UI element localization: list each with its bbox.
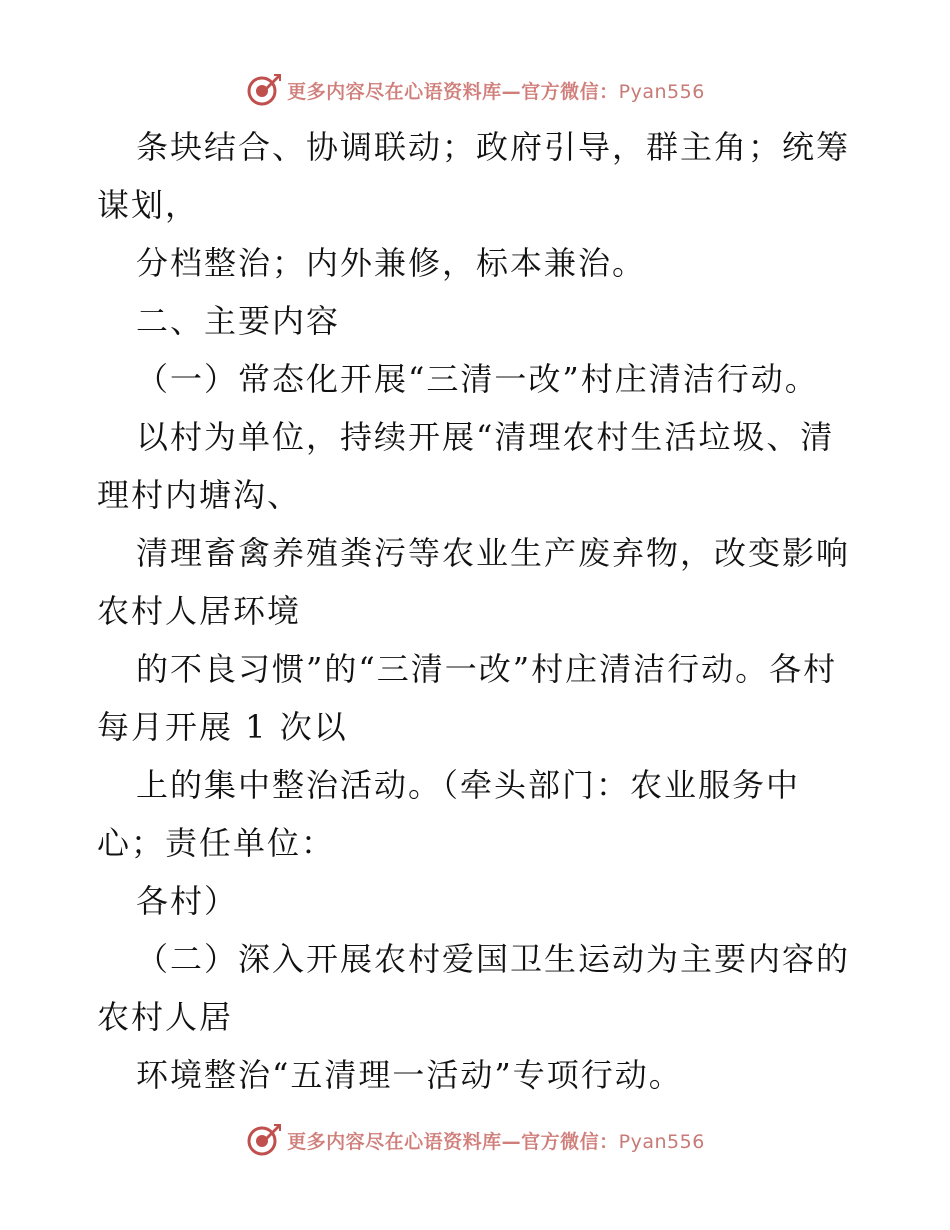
paragraph: 的不良习惯”的“三清一改”村庄清洁行动。各村每月开展 1 次以 — [97, 650, 838, 746]
watermark-label: 更多内容尽在心语资料库—官方微信： — [287, 80, 619, 103]
header-watermark — [0, 70, 950, 110]
watermark-label: 更多内容尽在心语资料库—官方微信： — [287, 1130, 619, 1153]
paragraph: 条块结合、协调联动；政府引导，群主角；统筹谋划， — [97, 128, 851, 224]
paragraph: 以村为单位，持续开展“清理农村生活垃圾、清理村内塘沟、 — [97, 418, 835, 514]
footer-watermark — [0, 1120, 950, 1160]
paragraph: 清理畜禽养殖粪污等农业生产废弃物，改变影响农村人居环境 — [97, 534, 851, 630]
watermark-wechat-id: Pyan556 — [618, 1130, 705, 1153]
paragraph: 上的集中整治活动。（牵头部门：农业服务中心；责任单位： — [97, 766, 801, 862]
watermark-logo-icon — [245, 72, 281, 108]
subsection-heading: （二）深入开展农村爱国卫生运动为主要内容的农村人居 — [97, 940, 851, 1036]
document-body — [97, 118, 857, 1104]
watermark-logo-icon — [245, 1122, 281, 1158]
paragraph: 分档整治；内外兼修，标本兼治。 — [136, 244, 647, 282]
watermark-text — [287, 77, 705, 104]
watermark-text — [287, 1127, 705, 1154]
watermark-wechat-id: Pyan556 — [618, 80, 705, 103]
subsection-heading: （一）常态化开展“三清一改”村庄清洁行动。 — [136, 360, 819, 398]
paragraph: 各村） — [136, 882, 239, 920]
section-heading: 二、主要内容 — [136, 302, 341, 340]
paragraph: 环境整治“五清理一活动”专项行动。 — [136, 1056, 683, 1094]
